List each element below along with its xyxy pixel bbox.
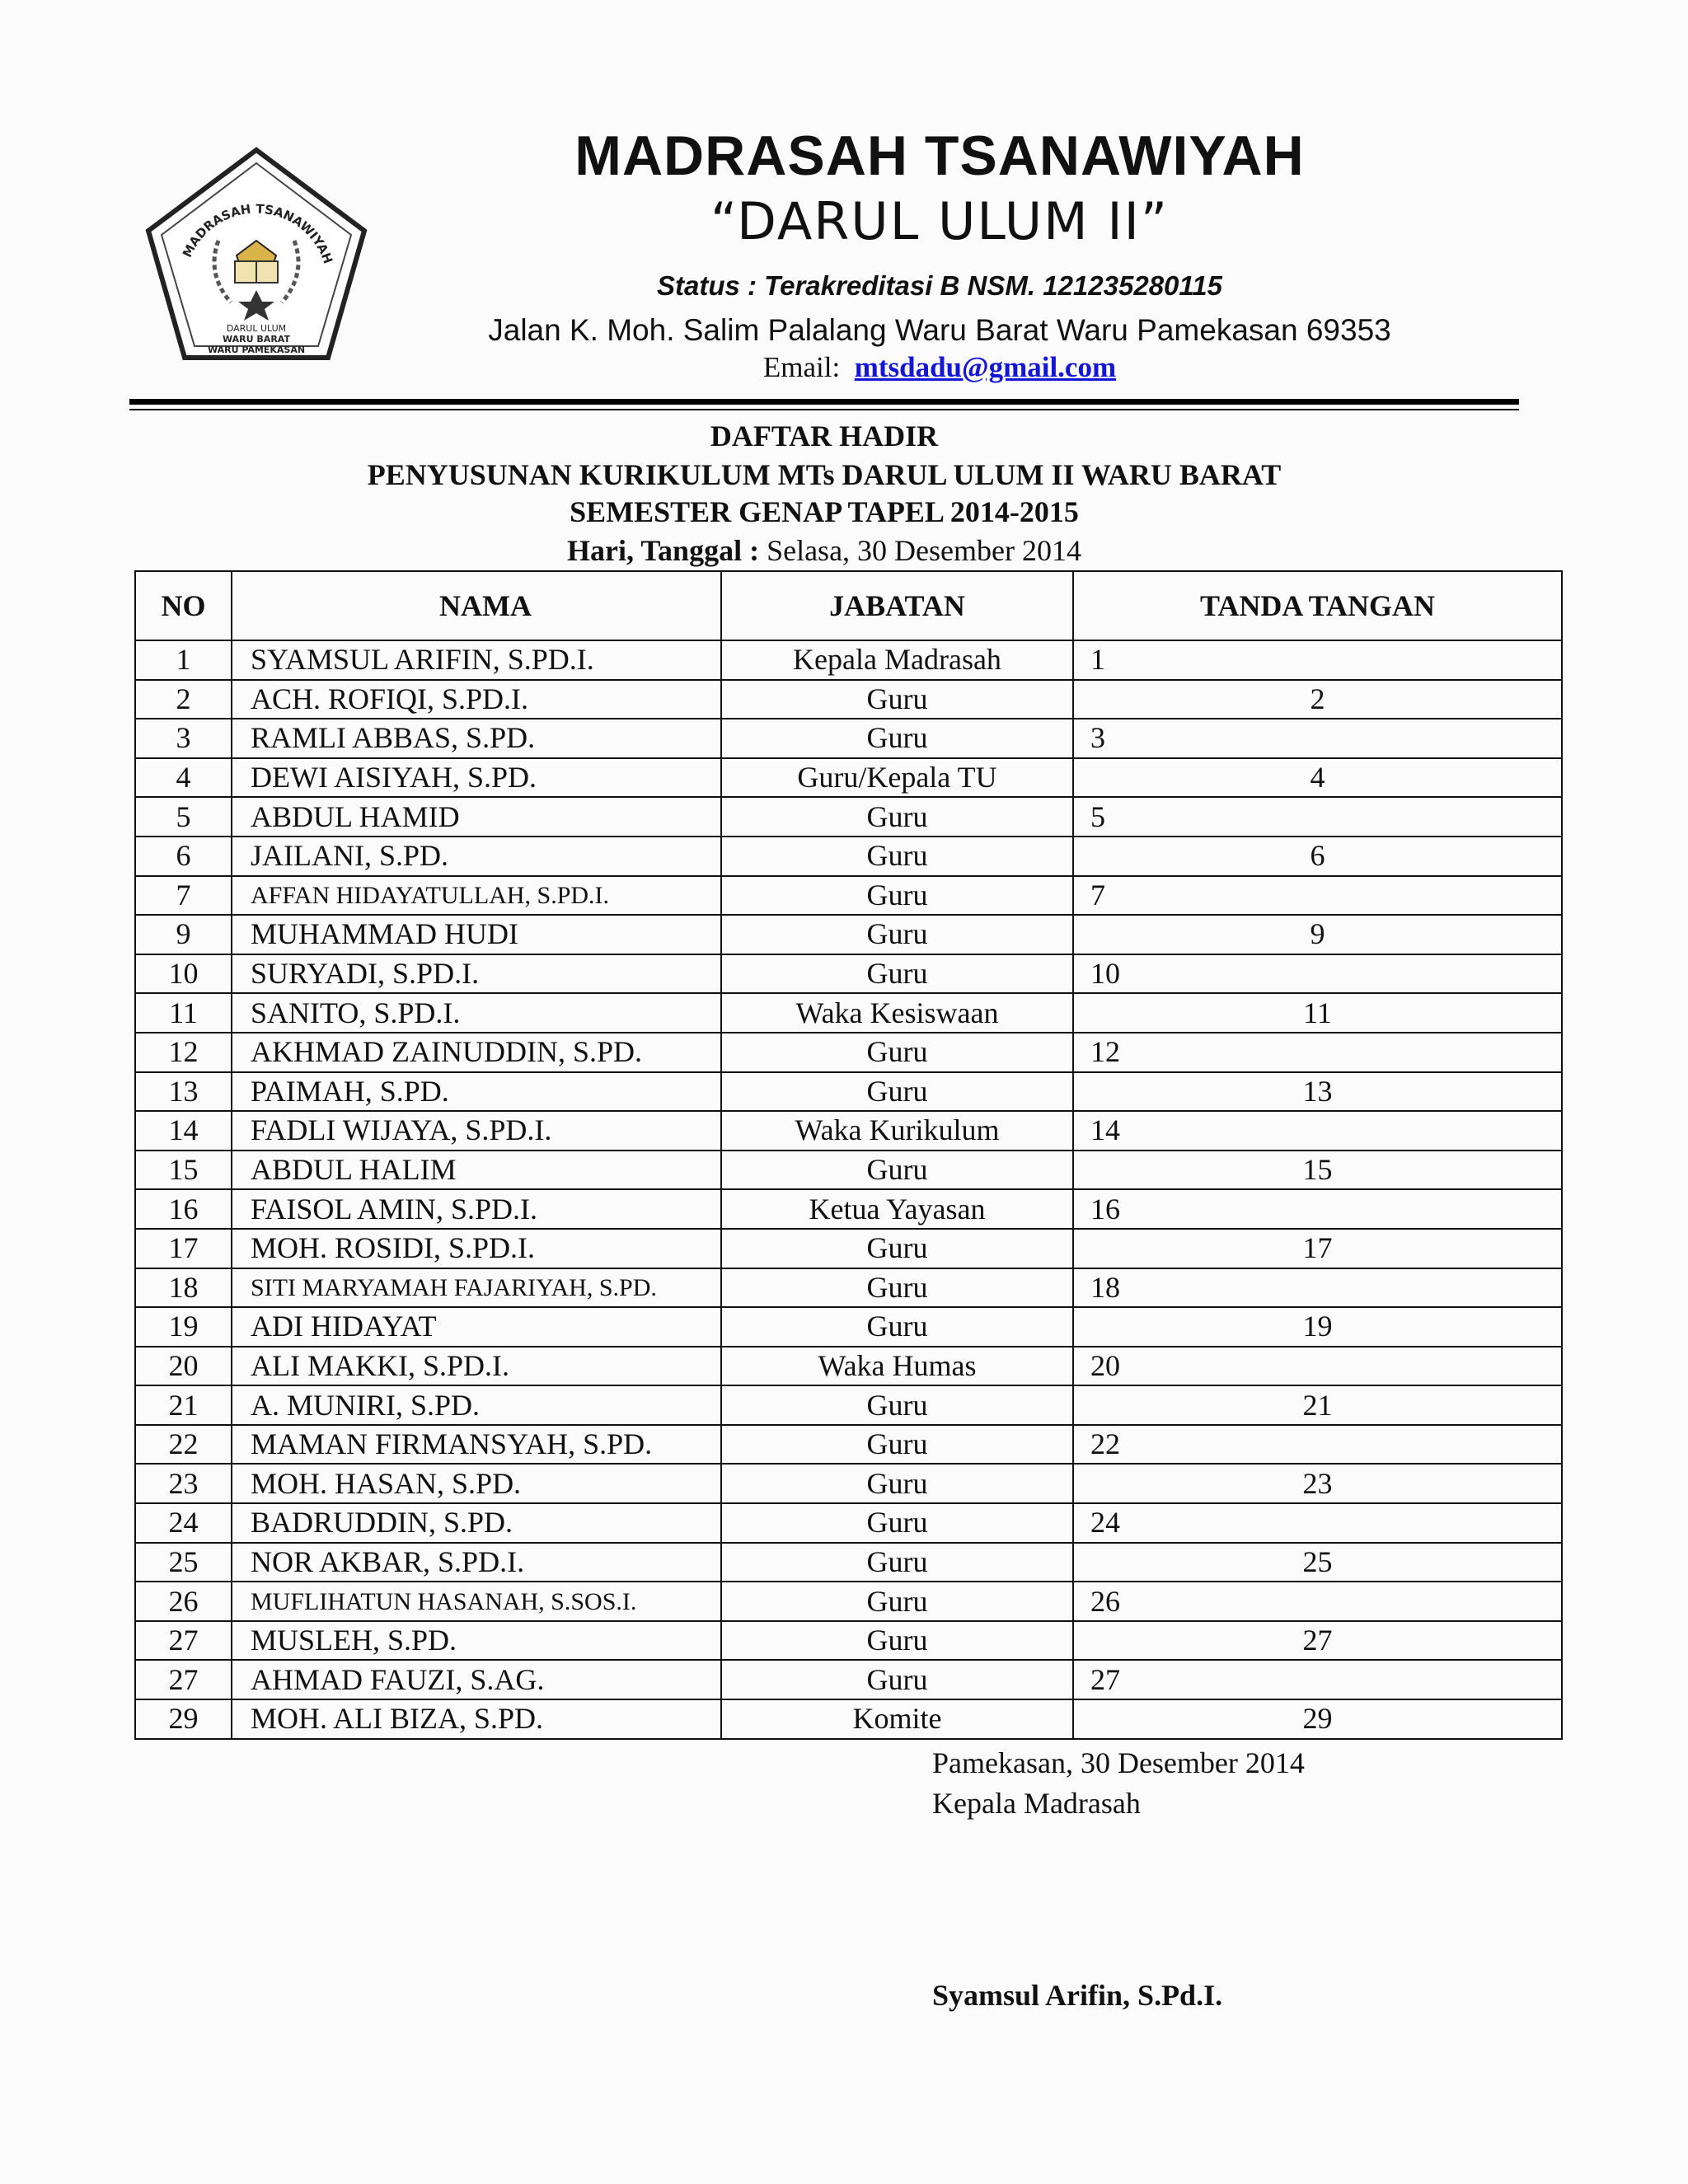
row-signature: 16 [1073,1189,1562,1229]
signing-position: Kepala Madrasah [932,1787,1141,1820]
school-type: MADRASAH TSANAWIYAH [574,124,1305,187]
logo-text-2: WARU BARAT [223,334,290,344]
row-name: AFFAN HIDAYATULLAH, S.PD.I. [232,876,721,916]
date-label: Hari, Tanggal : [567,534,760,567]
row-signature: 11 [1073,993,1562,1033]
row-name: MOH. HASAN, S.PD. [232,1464,721,1503]
row-name: SYAMSUL ARIFIN, S.PD.I. [232,640,721,680]
table-row [135,1699,1562,1739]
table-row [135,1660,1562,1699]
row-name: A. MUNIRI, S.PD. [232,1385,721,1425]
table-row [135,758,1562,798]
row-name: SURYADI, S.PD.I. [232,954,721,994]
row-number: 5 [135,797,232,837]
accreditation-status: Status : Terakreditasi B NSM. 121235280115 [656,270,1223,301]
row-position: Guru [721,915,1073,954]
row-number: 25 [135,1543,232,1582]
document-subtitle: PENYUSUNAN KURIKULUM MTs DARUL ULUM II WARU BARAT [367,458,1282,491]
row-position: Guru [721,954,1073,994]
table-body [135,640,1562,1739]
table-row [135,1229,1562,1268]
row-signature: 27 [1073,1621,1562,1661]
row-name: SANITO, S.PD.I. [232,993,721,1033]
row-position: Guru [721,797,1073,837]
row-position: Kepala Madrasah [721,640,1073,680]
row-position: Guru [721,876,1073,916]
row-number: 29 [135,1699,232,1739]
table-row [135,680,1562,719]
row-signature: 10 [1073,954,1562,994]
row-number: 6 [135,837,232,876]
logo-text-3: WARU PAMEKASAN [207,344,306,355]
row-position: Guru [721,1660,1073,1699]
table-row [135,954,1562,994]
table-row [135,719,1562,758]
row-position: Waka Kesiswaan [721,993,1073,1033]
attendance-table [134,570,1563,1740]
email-line [387,351,1492,384]
logo-arc-text: MADRASAH TSANAWIYAH [179,201,336,266]
row-name: AKHMAD ZAINUDDIN, S.PD. [232,1033,721,1072]
row-number: 22 [135,1425,232,1465]
row-signature: 1 [1073,640,1562,680]
row-position: Guru [721,837,1073,876]
table-row [135,915,1562,954]
row-position: Guru [721,1503,1073,1543]
school-name: “DARUL ULUM II” [710,191,1170,251]
row-name: SITI MARYAMAH FAJARIYAH, S.PD. [232,1268,721,1308]
school-logo [140,142,373,374]
row-name: AHMAD FAUZI, S.AG. [232,1660,721,1699]
date-value: Selasa, 30 Desember 2014 [767,534,1081,567]
table-row [135,993,1562,1033]
header-position: JABATAN [721,571,1073,640]
date-line [129,533,1519,568]
row-signature: 17 [1073,1229,1562,1268]
row-signature: 12 [1073,1033,1562,1072]
row-signature: 21 [1073,1385,1562,1425]
row-name: BADRUDDIN, S.PD. [232,1503,721,1543]
table-row [135,1385,1562,1425]
header-name: NAMA [232,571,721,640]
table-row [135,837,1562,876]
row-name: PAIMAH, S.PD. [232,1072,721,1112]
email-label: Email: [762,351,841,383]
row-position: Guru [721,719,1073,758]
header-no: NO [135,571,232,640]
row-name: FADLI WIJAYA, S.PD.I. [232,1111,721,1151]
row-number: 27 [135,1621,232,1661]
row-signature: 20 [1073,1347,1562,1386]
row-signature: 14 [1073,1111,1562,1151]
row-number: 20 [135,1347,232,1386]
header-signature: TANDA TANGAN [1073,571,1562,640]
email-link[interactable]: mtsdadu@gmail.com [854,351,1117,383]
table-row [135,1464,1562,1503]
row-position: Ketua Yayasan [721,1189,1073,1229]
row-number: 27 [135,1660,232,1699]
row-position: Guru [721,1425,1073,1465]
row-signature: 3 [1073,719,1562,758]
row-signature: 15 [1073,1151,1562,1190]
row-number: 3 [135,719,232,758]
row-position: Guru [721,1582,1073,1621]
row-number: 11 [135,993,232,1033]
row-name: ALI MAKKI, S.PD.I. [232,1347,721,1386]
row-position: Guru [721,1072,1073,1112]
row-signature: 19 [1073,1307,1562,1347]
row-position: Guru [721,1385,1073,1425]
row-name: ABDUL HAMID [232,797,721,837]
row-signature: 25 [1073,1543,1562,1582]
row-number: 26 [135,1582,232,1621]
row-name: FAISOL AMIN, S.PD.I. [232,1189,721,1229]
row-position: Guru [721,1033,1073,1072]
row-number: 4 [135,758,232,798]
table-row [135,1307,1562,1347]
table-row [135,1582,1562,1621]
logo-text-1: DARUL ULUM [226,323,287,334]
row-position: Guru [721,1229,1073,1268]
row-signature: 23 [1073,1464,1562,1503]
row-position: Guru [721,1268,1073,1308]
row-name: MUHAMMAD HUDI [232,915,721,954]
row-signature: 9 [1073,915,1562,954]
row-number: 18 [135,1268,232,1308]
row-signature: 4 [1073,758,1562,798]
row-number: 12 [135,1033,232,1072]
header-divider-thin [129,409,1519,410]
row-number: 17 [135,1229,232,1268]
table-row [135,1072,1562,1112]
table-row [135,1347,1562,1386]
signatory-name: Syamsul Arifin, S.Pd.I. [932,1979,1223,2012]
row-signature: 24 [1073,1503,1562,1543]
row-signature: 13 [1073,1072,1562,1112]
row-number: 9 [135,915,232,954]
table-row [135,1189,1562,1229]
row-name: ACH. ROFIQI, S.PD.I. [232,680,721,719]
table-row [135,1621,1562,1661]
row-number: 7 [135,876,232,916]
row-number: 14 [135,1111,232,1151]
row-name: JAILANI, S.PD. [232,837,721,876]
table-row [135,1268,1562,1308]
row-position: Guru [721,680,1073,719]
school-address: Jalan K. Moh. Salim Palalang Waru Barat Waru Pamekasan 69353 [488,313,1391,347]
row-number: 19 [135,1307,232,1347]
row-signature: 29 [1073,1699,1562,1739]
row-name: MAMAN FIRMANSYAH, S.PD. [232,1425,721,1465]
table-row [135,1151,1562,1190]
row-signature: 2 [1073,680,1562,719]
row-number: 24 [135,1503,232,1543]
row-position: Waka Humas [721,1347,1073,1386]
row-name: MUFLIHATUN HASANAH, S.SOS.I. [232,1582,721,1621]
table-row [135,1503,1562,1543]
signing-place-date: Pamekasan, 30 Desember 2014 [932,1746,1305,1779]
row-number: 10 [135,954,232,994]
row-number: 15 [135,1151,232,1190]
row-number: 2 [135,680,232,719]
row-number: 23 [135,1464,232,1503]
row-name: RAMLI ABBAS, S.PD. [232,719,721,758]
row-name: ABDUL HALIM [232,1151,721,1190]
semester-line: SEMESTER GENAP TAPEL 2014-2015 [570,495,1079,528]
row-position: Guru [721,1543,1073,1582]
row-signature: 27 [1073,1660,1562,1699]
row-position: Guru [721,1307,1073,1347]
row-position: Guru/Kepala TU [721,758,1073,798]
table-row [135,1425,1562,1465]
row-signature: 18 [1073,1268,1562,1308]
table-header-row [135,571,1562,640]
row-position: Guru [721,1151,1073,1190]
document-title: DAFTAR HADIR [710,419,939,452]
row-position: Guru [721,1621,1073,1661]
row-name: NOR AKBAR, S.PD.I. [232,1543,721,1582]
row-name: MOH. ALI BIZA, S.PD. [232,1699,721,1739]
row-number: 1 [135,640,232,680]
header-divider-thick [129,399,1519,405]
table-row [135,1543,1562,1582]
row-signature: 26 [1073,1582,1562,1621]
row-position: Waka Kurikulum [721,1111,1073,1151]
row-position: Guru [721,1464,1073,1503]
row-number: 13 [135,1072,232,1112]
row-signature: 5 [1073,797,1562,837]
row-position: Komite [721,1699,1073,1739]
table-row [135,640,1562,680]
row-number: 16 [135,1189,232,1229]
table-row [135,1111,1562,1151]
table-row [135,797,1562,837]
row-signature: 22 [1073,1425,1562,1465]
row-signature: 7 [1073,876,1562,916]
row-name: MUSLEH, S.PD. [232,1621,721,1661]
row-signature: 6 [1073,837,1562,876]
table-row [135,1033,1562,1072]
row-number: 21 [135,1385,232,1425]
row-name: MOH. ROSIDI, S.PD.I. [232,1229,721,1268]
row-name: DEWI AISIYAH, S.PD. [232,758,721,798]
row-name: ADI HIDAYAT [232,1307,721,1347]
table-row [135,876,1562,916]
